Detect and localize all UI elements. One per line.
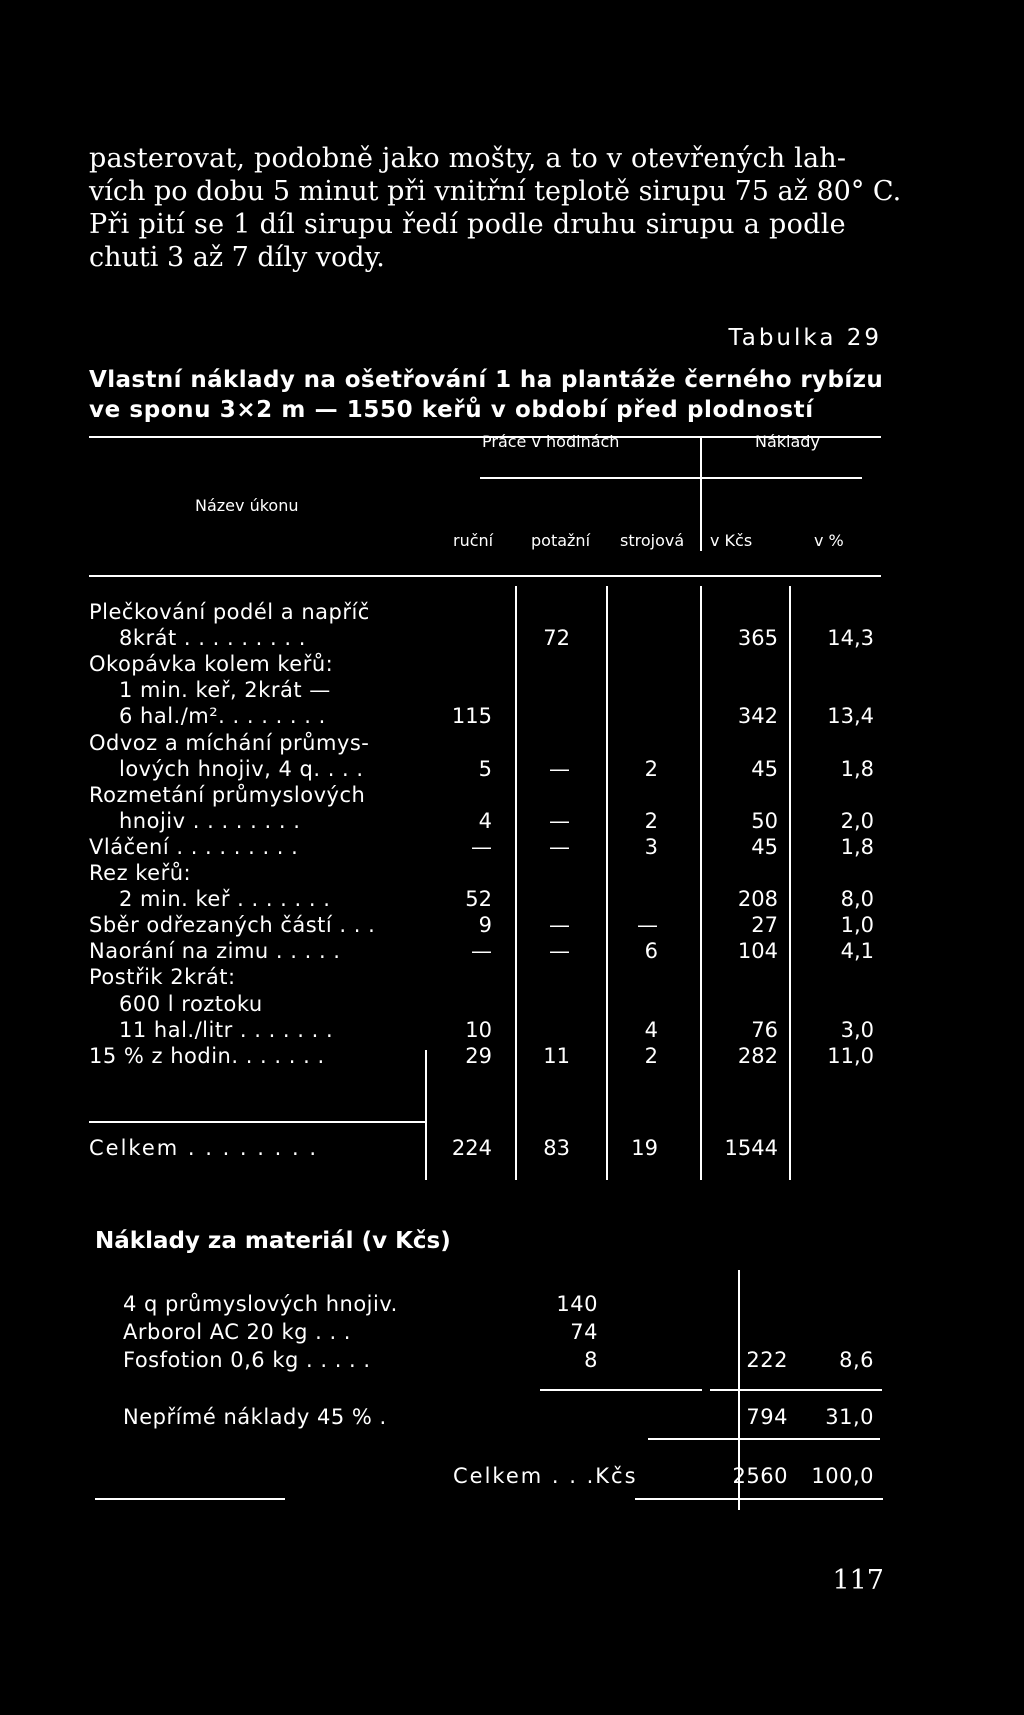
table-cell-rucni: 9 [478,913,492,937]
page-number: 117 [832,1565,884,1596]
materials-sum-rule [710,1389,882,1391]
table-cell-kcs: 342 [737,704,778,728]
table-cell-kcs: 104 [737,939,778,963]
table-cell-rucni: 5 [478,757,492,781]
table-cell-strojova: — [637,913,658,937]
table-cell-kcs: 365 [737,626,778,650]
table-cell-kcs: 50 [751,809,778,833]
header-rucni: ruční [453,531,494,550]
intro-paragraph [89,142,902,274]
table-cell-kcs: 208 [737,887,778,911]
materials-bottom-rule [95,1498,285,1500]
materials-heading: Náklady za materiál (v Kčs) [95,1228,451,1254]
table-cell-kcs: 45 [751,835,778,859]
indirect-sum: 794 [746,1405,788,1429]
table-cell-pct: 1,8 [840,835,874,859]
column-rule [606,586,608,1180]
table-cell-pct: 13,4 [827,704,874,728]
table-row-label: Okopávka kolem keřů: [89,652,334,676]
indirect-pct: 31,0 [825,1405,874,1429]
header-potazni: potažní [531,531,591,550]
table-row-label: 11 hal./litr . . . . . . . [119,1018,334,1042]
grand-total-sum: 2560 [732,1464,788,1488]
material-amount: 74 [570,1320,598,1344]
table-cell-rucni: 4 [478,809,492,833]
table-label: Tabulka 29 [728,325,882,351]
table-row-label: Postřik 2krát: [89,965,236,989]
header-naklady: Náklady [755,432,820,451]
table-cell-pct: 2,0 [840,809,874,833]
table-cell-potazni: — [549,809,570,833]
total-rule [89,1121,425,1123]
table-cell-potazni: — [549,913,570,937]
material-amount: 8 [584,1348,598,1372]
table-cell-strojova: 3 [644,835,658,859]
column-rule [515,586,517,1180]
table-cell-rucni: — [471,835,492,859]
table-cell-kcs: 45 [751,757,778,781]
table-cell-potazni: — [549,939,570,963]
header-name: Název úkonu [195,496,299,515]
header-mid-rule-naklady [702,477,862,479]
materials-bottom-rule [635,1498,883,1500]
table-row-label: 8krát . . . . . . . . . [119,626,306,650]
table-cell-potazni: 11 [543,1044,570,1068]
table-cell-strojova: 4 [644,1018,658,1042]
table-cell-kcs: 76 [751,1018,778,1042]
table-cell-rucni: 29 [465,1044,492,1068]
material-label: Fosfotion 0,6 kg . . . . . [123,1348,371,1372]
table-cell-potazni: — [549,835,570,859]
table-cell-rucni: 115 [451,704,492,728]
material-label: Arborol AC 20 kg . . . [123,1320,351,1344]
table-title-line: Vlastní náklady na ošetřování 1 ha plantáže černého rybízu [89,367,884,393]
table-cell-rucni: — [471,939,492,963]
table-cell-strojova: 2 [644,757,658,781]
table-cell-potazni: — [549,757,570,781]
header-divider [700,436,702,551]
table-row-label: 600 l roztoku [119,992,263,1016]
paragraph-line: chuti 3 až 7 díly vody. [89,242,385,273]
table-cell-kcs: 282 [737,1044,778,1068]
table-cell-pct: 4,1 [840,939,874,963]
indirect-label: Nepřímé náklady 45 % . [123,1405,387,1429]
table-cell-pct: 1,0 [840,913,874,937]
table-row-label: 15 % z hodin. . . . . . . [89,1044,325,1068]
table-cell-strojova: 2 [644,809,658,833]
grand-total-label: Celkem . . .Kčs [453,1464,638,1488]
table-cell-pct: 14,3 [827,626,874,650]
table-row-label: 1 min. keř, 2krát — [119,678,331,702]
table-row-label: 6 hal./m². . . . . . . . [119,704,326,728]
table-row-label: Vláčení . . . . . . . . . [89,835,299,859]
table-row-label: Naorání na zimu . . . . . [89,939,341,963]
table-cell-rucni: 52 [465,887,492,911]
materials-grand-rule [648,1438,880,1440]
grand-total-pct: 100,0 [811,1464,874,1488]
header-bottom-rule [89,575,881,577]
total-potazni: 83 [543,1136,570,1160]
table-row-label: Plečkování podél a napříč [89,600,370,624]
table-row-label: Rozmetání průmyslových [89,783,366,807]
column-rule [425,1050,427,1180]
table-cell-pct: 11,0 [827,1044,874,1068]
table-row-label: Rez keřů: [89,861,192,885]
total-label: Celkem . . . . . . . . [89,1136,319,1160]
table-row-label: Sběr odřezaných částí . . . [89,913,376,937]
header-kcs: v Kčs [710,531,753,550]
table-title [89,365,883,425]
table-row-label: 2 min. keř . . . . . . . [119,887,331,911]
table-cell-strojova: 6 [644,939,658,963]
materials-sum-rule [540,1389,702,1391]
table-cell-pct: 8,0 [840,887,874,911]
material-sum: 222 [746,1348,788,1372]
paragraph-line: vích po dobu 5 minut při vnitřní teplotě sirupu 75 až 80° C. [89,176,902,207]
paragraph-line: pasterovat, podobně jako mošty, a to v otevřených lah- [89,143,847,174]
header-prace: Práce v hodinách [482,432,620,451]
paragraph-line: Při pití se 1 díl sirupu ředí podle druhu sirupu a podle [89,209,846,240]
table-row-label: Odvoz a míchání průmys- [89,731,370,755]
column-rule [789,586,791,1180]
header-pct: v % [814,531,844,550]
total-kcs: 1544 [724,1136,778,1160]
table-title-line: ve sponu 3×2 m — 1550 keřů v období před plodností [89,397,814,423]
header-mid-rule-prace [480,477,700,479]
material-label: 4 q průmyslových hnojiv. [123,1292,398,1316]
table-cell-pct: 3,0 [840,1018,874,1042]
total-strojova: 19 [631,1136,658,1160]
table-cell-strojova: 2 [644,1044,658,1068]
header-strojova: strojová [620,531,685,550]
total-rucni: 224 [451,1136,492,1160]
table-row-label: hnojiv . . . . . . . . [119,809,301,833]
column-rule [700,586,702,1180]
table-cell-potazni: 72 [543,626,570,650]
material-amount: 140 [556,1292,598,1316]
material-pct: 8,6 [839,1348,874,1372]
table-row-label: lových hnojiv, 4 q. . . . [119,757,364,781]
table-cell-rucni: 10 [465,1018,492,1042]
table-cell-kcs: 27 [751,913,778,937]
table-cell-pct: 1,8 [840,757,874,781]
